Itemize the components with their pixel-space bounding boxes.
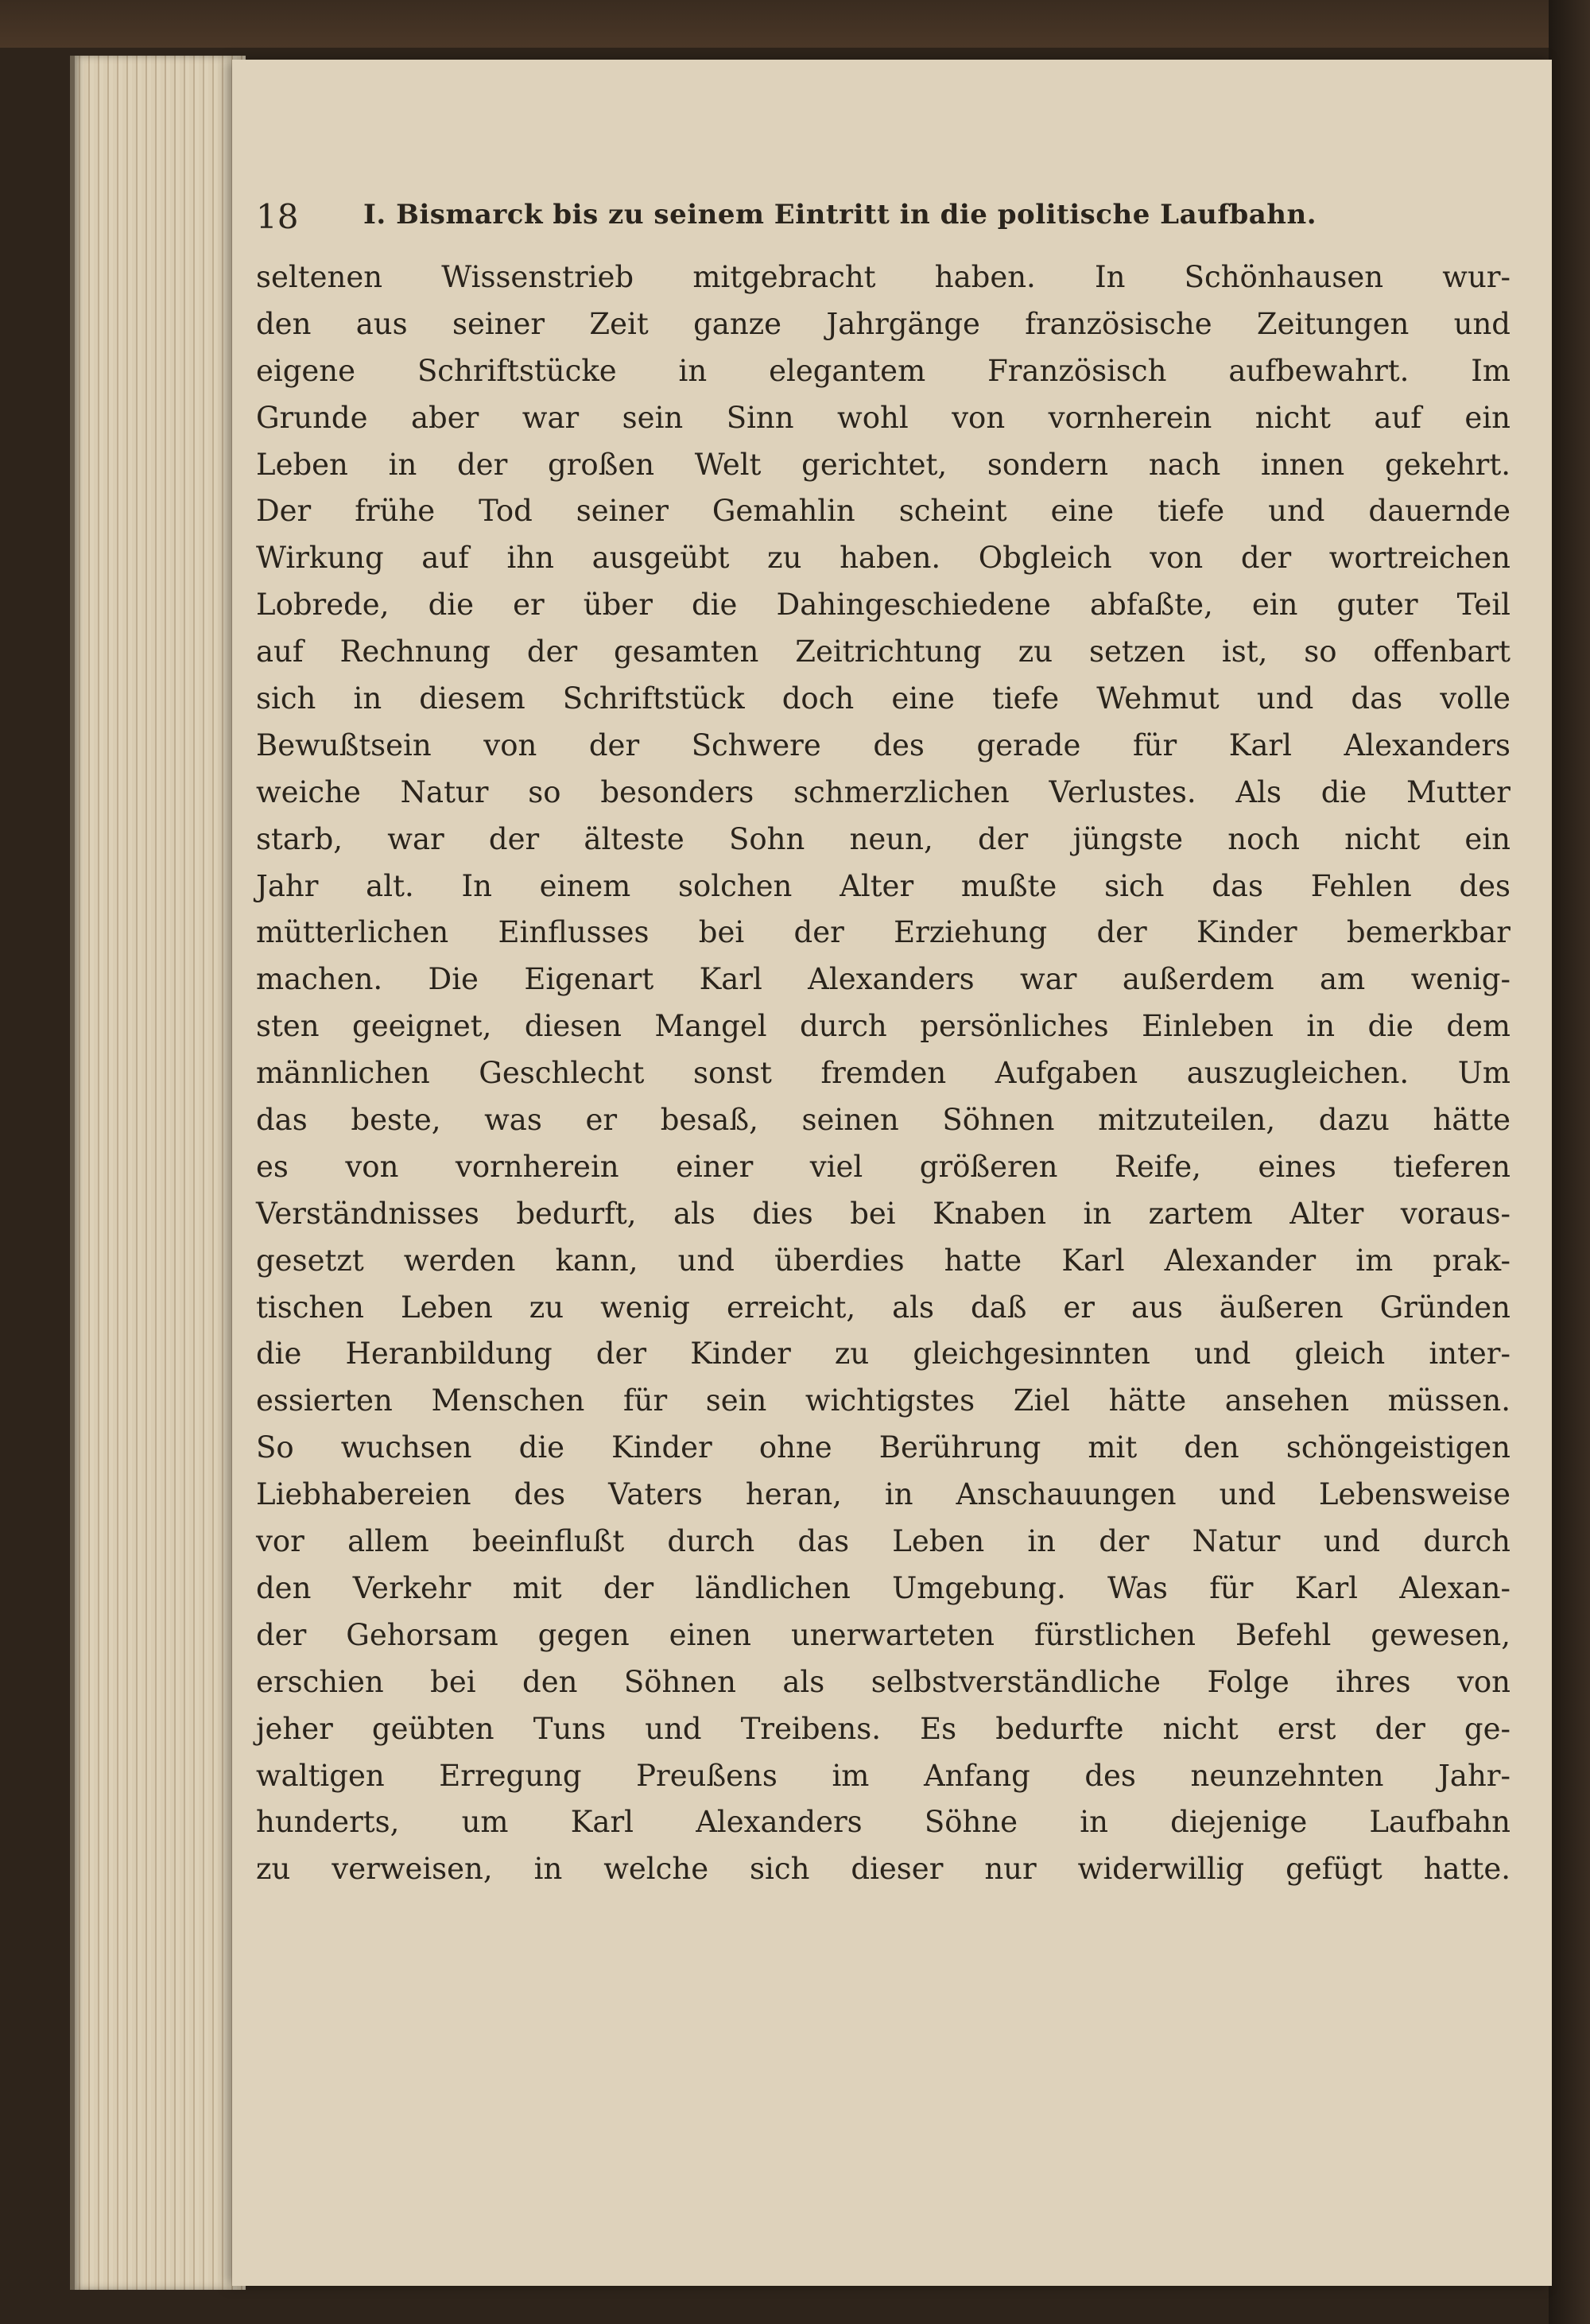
chapter-title: I. Bismarck bis zu seinem Eintritt in die politische Laufbahn. bbox=[363, 199, 1317, 231]
text-line: eigene Schriftstücke in elegantem Französisch aufbewahrt. Im bbox=[256, 353, 1510, 388]
cover-top-edge bbox=[0, 0, 1590, 48]
text-line: waltigen Erregung Preußens im Anfang des neunzehnten Jahr- bbox=[256, 1758, 1510, 1793]
text-line: So wuchsen die Kinder ohne Berührung mit den schöngeistigen bbox=[256, 1430, 1510, 1465]
text-line: erschien bei den Söhnen als selbstverständliche Folge ihres von bbox=[256, 1664, 1510, 1699]
text-line: das beste, was er besaß, seinen Söhnen mitzuteilen, dazu hätte bbox=[256, 1103, 1510, 1138]
text-line: Wirkung auf ihn ausgeübt zu haben. Obgleich von der wortreichen bbox=[256, 541, 1510, 576]
text-line: vor allem beeinflußt durch das Leben in der Natur und durch bbox=[256, 1524, 1510, 1559]
text-line: gesetzt werden kann, und überdies hatte Karl Alexander im prak- bbox=[256, 1243, 1510, 1278]
text-line: Leben in der großen Welt gerichtet, sondern nach innen gekehrt. bbox=[256, 447, 1510, 482]
text-line: Bewußtsein von der Schwere des gerade für Karl Alexanders bbox=[256, 727, 1510, 762]
text-line: jeher geübten Tuns und Treibens. Es bedurfte nicht erst der ge- bbox=[256, 1711, 1510, 1746]
text-line: Grunde aber war sein Sinn wohl von vornherein nicht auf ein bbox=[256, 400, 1510, 435]
cover-right-edge bbox=[1549, 0, 1590, 2324]
text-line: auf Rechnung der gesamten Zeitrichtung zu setzen ist, so offenbart bbox=[256, 634, 1510, 669]
text-line: Verständnisses bedurft, als dies bei Knaben in zartem Alter voraus- bbox=[256, 1196, 1510, 1231]
text-line: es von vornherein einer viel größeren Reife, eines tieferen bbox=[256, 1149, 1510, 1184]
text-line: Lobrede, die er über die Dahingeschiedene abfaßte, ein guter Teil bbox=[256, 588, 1510, 623]
text-line: sten geeignet, diesen Mangel durch persönliches Einleben in die dem bbox=[256, 1009, 1510, 1044]
text-line: tischen Leben zu wenig erreicht, als daß er aus äußeren Gründen bbox=[256, 1290, 1510, 1325]
body-text bbox=[256, 254, 1510, 1893]
page-number: 18 bbox=[256, 197, 299, 236]
page-stack-edges bbox=[70, 56, 246, 2290]
text-line: Der frühe Tod seiner Gemahlin scheint eine tiefe und dauernde bbox=[256, 494, 1510, 529]
text-line: der Gehorsam gegen einen unerwarteten fürstlichen Befehl gewesen, bbox=[256, 1617, 1510, 1652]
text-line: weiche Natur so besonders schmerzlichen Verlustes. Als die Mutter bbox=[256, 774, 1510, 809]
text-line: zu verweisen, in welche sich dieser nur widerwillig gefügt hatte. bbox=[256, 1852, 1510, 1887]
text-line: essierten Menschen für sein wichtigstes Ziel hätte ansehen müssen. bbox=[256, 1383, 1510, 1418]
text-line: machen. Die Eigenart Karl Alexanders war außerdem am wenig- bbox=[256, 962, 1510, 997]
text-line: den aus seiner Zeit ganze Jahrgänge französische Zeitungen und bbox=[256, 306, 1510, 341]
text-line: hunderts, um Karl Alexanders Söhne in diejenige Laufbahn bbox=[256, 1805, 1510, 1840]
text-line: Liebhabereien des Vaters heran, in Anschauungen und Lebensweise bbox=[256, 1477, 1510, 1512]
text-line: mütterlichen Einflusses bei der Erziehung der Kinder bemerkbar bbox=[256, 915, 1510, 950]
text-line: sich in diesem Schriftstück doch eine tiefe Wehmut und das volle bbox=[256, 681, 1510, 716]
text-line: den Verkehr mit der ländlichen Umgebung. Was für Karl Alexan- bbox=[256, 1570, 1510, 1605]
text-line: starb, war der älteste Sohn neun, der jüngste noch nicht ein bbox=[256, 821, 1510, 856]
text-line: die Heranbildung der Kinder zu gleichgesinnten und gleich inter- bbox=[256, 1337, 1510, 1372]
text-line: seltenen Wissenstrieb mitgebracht haben. In Schönhausen wur- bbox=[256, 260, 1510, 294]
text-line: Jahr alt. In einem solchen Alter mußte sich das Fehlen des bbox=[256, 868, 1510, 903]
text-line: männlichen Geschlecht sonst fremden Aufgaben auszugleichen. Um bbox=[256, 1056, 1510, 1091]
